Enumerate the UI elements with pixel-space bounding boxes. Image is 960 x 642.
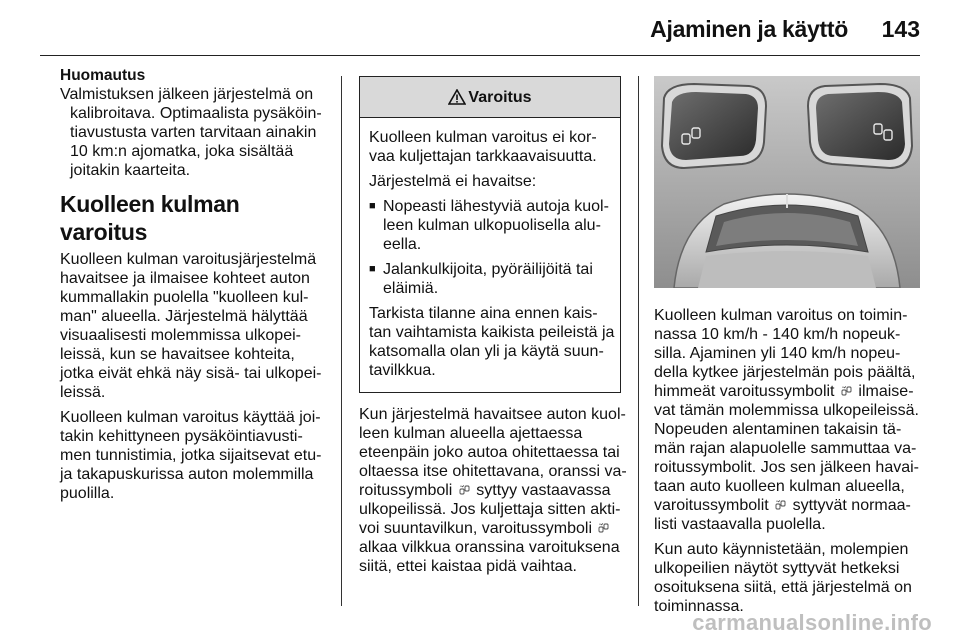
column-3: [654, 76, 924, 622]
operation-paragraph: Kuolleen kulman varoitus on toimin- nassa 10 km/h - 140 km/h nopeuk- silla. Ajaminen yli 140 km/h nopeu- della kytkee järjestelmän pois päältä, himmeät varoitussymbolit ilmaise- vat tämän molemmissa ulkopeileissä. Nopeuden alentaminen takaisin tä- män rajan alapuolelle sammuttaa va- roitussymbolit. Jos sen jälkeen havai- taan auto kuolleen kulman alueella, varoitussymbolit syttyvät normaa- listi vastaavalla puolella.: [654, 307, 920, 533]
warning-header: [360, 77, 620, 118]
mirrors-illustration: [654, 76, 920, 288]
detection-paragraph: Kun järjestelmä havaitsee auton kuol- leen kulman alueella ajettaessa eteenpäin joko autoa ohitettaessa tai oltaessa itse ohitettavana, oranssi va- roitussymboli syttyy vastaavassa ulkopeilissä. Jos kuljettaja sitten akti- voi suuntavilkun, varoitussymboli alkaa vilkkua oranssina varoituksena siitä, ettei kaistaa pidä vaihtaa.: [359, 406, 627, 575]
header-divider: [40, 55, 920, 56]
column-1: [60, 66, 330, 509]
list-item: ■ Nopeasti lähestyviä autoja kuol- leen kulman ulkopuolisella alu- eella.: [369, 198, 609, 253]
warning-body: [360, 118, 620, 392]
warning-title: Varoitus: [468, 88, 532, 106]
square-bullet: ■: [369, 200, 376, 212]
warning-intro: Kuolleen kulman varoitus ei kor- vaa kuljettajan tarkkaavaisuutta.: [369, 129, 597, 165]
blind-spot-symbol-icon: [841, 386, 852, 397]
intro-paragraph: Kuolleen kulman varoitusjärjestelmä havaitsee ja ilmaisee kohteet auton kummallakin puolella "kuolleen kul- man" alueella. Järjestelmä hälyttää visuaalisesti molemmissa ulkopei- leissä, kun se havaitsee kohteita, jotka eivät ehkä näy sisä- tai ulkopei- leissä.: [60, 251, 322, 401]
blind-spot-symbol-icon: [775, 500, 786, 511]
column-divider-1: [341, 76, 342, 606]
section-title: Kuolleen kulman varoitus: [60, 191, 240, 245]
blind-spot-symbol-icon: [598, 523, 609, 534]
startup-paragraph: Kun auto käynnistetään, molempien ulkopeilien näytöt syttyvät hetkeksi osoituksena siitä, että järjestelmä on toiminnassa.: [654, 541, 912, 615]
watermark: carmanualsonline.info: [692, 610, 932, 635]
warning-box: [359, 76, 621, 393]
sensor-paragraph: Kuolleen kulman varoitus käyttää joi- takin kehittyneen pysäköintiavusti- men tunnistimia, jotka sijaitsevat etu- ja takapuskurissa auton molemmilla puolilla.: [60, 409, 322, 502]
column-2: [359, 76, 627, 582]
warning-triangle-icon: [448, 89, 466, 105]
warning-outro: Tarkista tilanne aina ennen kais- tan vaihtamista kaikista peileistä ja katsomalla olan yli ja käytä suun- tavilkkua.: [369, 305, 615, 379]
page-number: 143: [881, 16, 920, 42]
list-item: ■ Jalankulkijoita, pyöräilijöitä tai eläimiä.: [369, 261, 593, 297]
blind-spot-symbol-icon: [459, 485, 470, 496]
square-bullet: ■: [369, 263, 376, 275]
chapter-title: Ajaminen ja käyttö: [650, 16, 848, 42]
note-text: Valmistuksen jälkeen järjestelmä on kalibroitava. Optimaalista pysäköin- tiavustusta varten tarvitaan ainakin 10 km:n ajomatka, joka sisältää joitakin kaarteita.: [60, 86, 322, 179]
note-label: Huomautus: [60, 67, 146, 84]
warning-lead: Järjestelmä ei havaitse:: [369, 173, 537, 190]
column-divider-2: [638, 76, 639, 606]
page-header: [0, 0, 960, 52]
